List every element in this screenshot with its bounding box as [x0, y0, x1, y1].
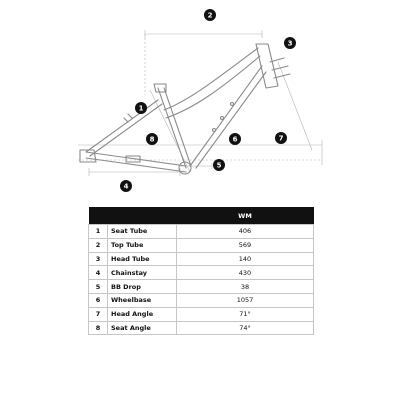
- svg-text:4: 4: [123, 182, 129, 191]
- table-row: [89, 321, 314, 335]
- table-row: [89, 225, 314, 239]
- row-name: Chainstay: [108, 266, 177, 280]
- table-row: [89, 252, 314, 266]
- frame-outline: [80, 44, 290, 174]
- marker-1: [135, 102, 147, 114]
- row-index: 1: [89, 225, 108, 239]
- row-value: 406: [177, 225, 314, 239]
- svg-text:1: 1: [138, 104, 144, 113]
- row-name: Wheelbase: [108, 293, 177, 307]
- row-name: Seat Angle: [108, 321, 177, 335]
- table-header-row: [89, 207, 314, 225]
- row-index: 2: [89, 238, 108, 252]
- header-blank: [89, 207, 177, 225]
- top-tube: [164, 48, 260, 118]
- svg-text:6: 6: [232, 135, 238, 144]
- table-row: [89, 307, 314, 321]
- table-row: [89, 238, 314, 252]
- row-value: 569: [177, 238, 314, 252]
- row-name: Head Angle: [108, 307, 177, 321]
- svg-text:2: 2: [207, 11, 213, 20]
- table-row: [89, 266, 314, 280]
- marker-6: [229, 133, 241, 145]
- row-value: 430: [177, 266, 314, 280]
- row-name: Seat Tube: [108, 225, 177, 239]
- row-name: BB Drop: [108, 280, 177, 294]
- seatstay: [86, 100, 162, 156]
- header-size: WM: [177, 207, 314, 225]
- row-index: 6: [89, 293, 108, 307]
- geometry-table: [88, 207, 314, 335]
- table-row: [89, 293, 314, 307]
- row-value: 74°: [177, 321, 314, 335]
- marker-2: [204, 9, 216, 21]
- row-index: 8: [89, 321, 108, 335]
- row-value: 140: [177, 252, 314, 266]
- row-name: Top Tube: [108, 238, 177, 252]
- marker-8: [146, 133, 158, 145]
- row-index: 4: [89, 266, 108, 280]
- row-value: 1057: [177, 293, 314, 307]
- svg-text:5: 5: [216, 161, 222, 170]
- row-index: 5: [89, 280, 108, 294]
- marker-4: [120, 180, 132, 192]
- table-row: [89, 280, 314, 294]
- row-index: 7: [89, 307, 108, 321]
- dimension-lines: [78, 30, 322, 176]
- marker-7: [275, 132, 287, 144]
- svg-text:3: 3: [287, 39, 293, 48]
- marker-5: [213, 159, 225, 171]
- marker-3: [284, 37, 296, 49]
- svg-text:7: 7: [278, 134, 284, 143]
- seat-tube: [158, 88, 191, 168]
- row-value: 38: [177, 280, 314, 294]
- row-index: 3: [89, 252, 108, 266]
- row-value: 71°: [177, 307, 314, 321]
- row-name: Head Tube: [108, 252, 177, 266]
- svg-text:8: 8: [149, 135, 155, 144]
